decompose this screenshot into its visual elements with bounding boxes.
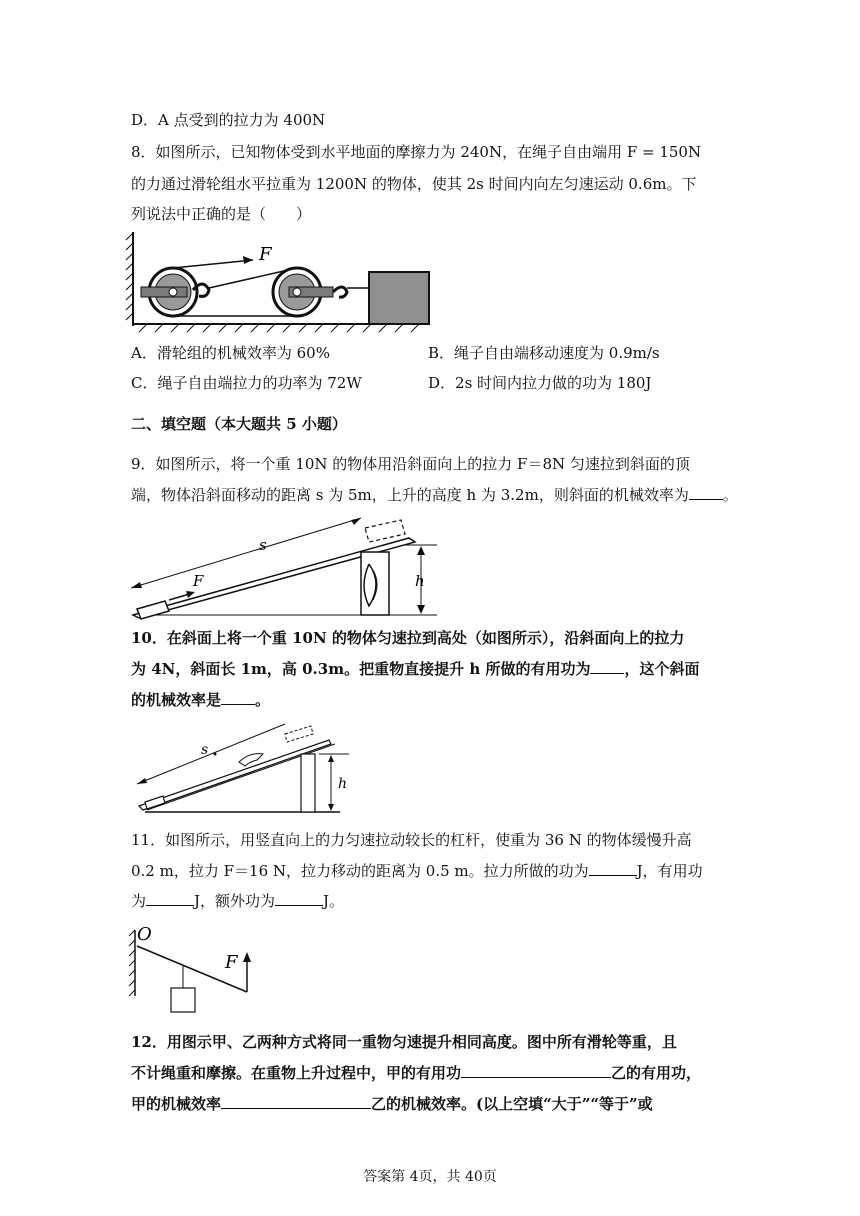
incline-figure-2	[125, 718, 365, 818]
q12-stem-line3: 甲的机械效率 乙的机械效率。(以上空填“大于”“等于”或	[131, 1095, 653, 1113]
q12-efficiency-blank	[221, 1094, 371, 1109]
label-o: O	[137, 924, 152, 945]
page-footer: 答案第 4页，共 40页	[363, 1169, 497, 1185]
q8-option-a: A．滑轮组的机械效率为 60%	[131, 344, 330, 362]
q11-total-work-blank	[589, 861, 637, 876]
q8-option-c: C．绳子自由端拉力的功率为 72W	[131, 374, 362, 392]
q11-stem-line1: 11．如图所示，用竖直向上的力匀速拉动较长的杠杆，使重为 36 N 的物体缓慢升高	[131, 831, 692, 849]
q10-stem-line1: 10．在斜面上将一个重 10N 的物体匀速拉到高处（如图所示），沿斜面向上的拉力	[131, 629, 685, 647]
q11-useful-work-blank	[146, 891, 194, 906]
q12-useful-work-blank	[461, 1063, 611, 1078]
q8-stem-line2: 的力通过滑轮组水平拉重为 1200N 的物体，使其 2s 时间内向左匀速运动 0.6m。下	[131, 175, 697, 193]
q9-stem-line1: 9．如图所示，将一个重 10N 的物体用沿斜面向上的拉力 F＝8N 匀速拉到斜面的顶	[131, 455, 690, 473]
q9-answer-blank	[689, 485, 723, 500]
incline-figure-1	[125, 512, 445, 620]
label-f: F	[193, 572, 204, 590]
q10-stem-line3: 的机械效率是 。	[131, 691, 271, 709]
label-s: s	[201, 742, 209, 758]
q8-option-b: B．绳子自由端移动速度为 0.9m/s	[428, 344, 660, 362]
label-f: F	[225, 952, 238, 973]
label-f: F	[259, 244, 272, 265]
q11-extra-work-blank	[275, 891, 323, 906]
q8-stem-line1: 8．如图所示，已知物体受到水平地面的摩擦力为 240N，在绳子自由端用 F = 150N	[131, 143, 702, 161]
q10-useful-work-blank	[590, 659, 624, 674]
q8-stem-line3: 列说法中正确的是（ ）	[131, 205, 312, 223]
q10-stem-line2: 为 4N，斜面长 1m，高 0.3m。把重物直接提升 h 所做的有用功为 ，这个斜面	[131, 660, 700, 678]
q11-stem-line2: 0.2 m，拉力 F＝16 N，拉力移动的距离为 0.5 m。拉力所做的功为 J，有用功	[131, 862, 703, 880]
q8-option-d: D．2s 时间内拉力做的功为 180J	[428, 374, 652, 392]
q12-stem-line1: 12．用图示甲、乙两种方式将同一重物匀速提升相同高度。图中所有滑轮等重，且	[131, 1033, 677, 1051]
q11-stem-line3: 为 J，额外功为 J。	[131, 892, 345, 910]
pulley-system-figure	[125, 226, 437, 334]
q9-stem-line2: 端，物体沿斜面移动的距离 s 为 5m，上升的高度 h 为 3.2m，则斜面的机械效率为 。	[131, 486, 738, 504]
section-heading: 二、填空题（本大题共 5 小题）	[131, 415, 347, 433]
label-s: s	[259, 536, 267, 554]
label-h: h	[338, 776, 348, 792]
q10-efficiency-blank	[221, 690, 255, 705]
lever-figure	[125, 918, 265, 1018]
q7-option-d: D．A 点受到的拉力为 400N	[131, 111, 326, 129]
label-h: h	[415, 572, 425, 590]
q12-stem-line2: 不计绳重和摩擦。在重物上升过程中，甲的有用功 乙的有用功，	[131, 1064, 702, 1082]
